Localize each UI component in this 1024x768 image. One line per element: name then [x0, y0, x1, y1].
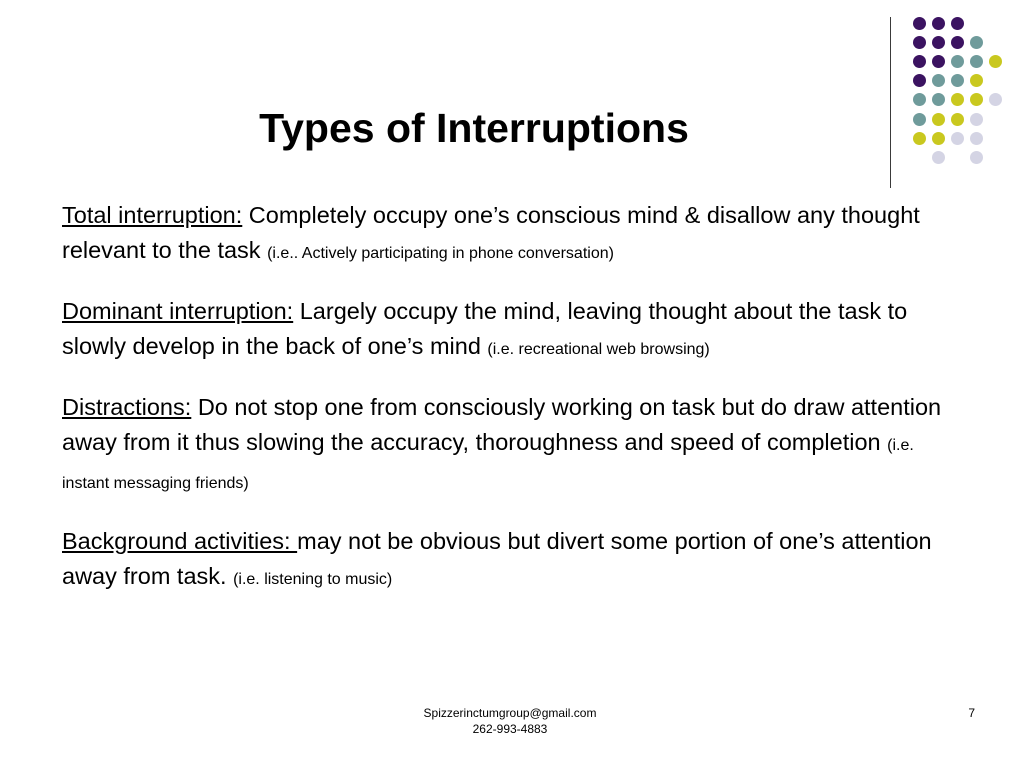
slide-body	[62, 198, 962, 620]
decorative-dot	[932, 17, 945, 30]
decorative-dot	[989, 55, 1002, 68]
term-description: Completely occupy one’s conscious mind & disallow any thought relevant to the task	[62, 202, 920, 263]
decorative-dot	[970, 93, 983, 106]
decorative-dot	[932, 74, 945, 87]
decorative-dot	[913, 36, 926, 49]
decorative-dot	[913, 74, 926, 87]
term-example: (i.e.. Actively participating in phone conversation)	[267, 245, 614, 262]
page-number: 7	[968, 706, 975, 720]
decorative-dot	[913, 55, 926, 68]
decorative-dot	[951, 74, 964, 87]
decorative-dot	[932, 55, 945, 68]
decorative-dot	[951, 132, 964, 145]
term-label: Distractions:	[62, 394, 192, 420]
decorative-dot	[932, 36, 945, 49]
decorative-dot	[913, 17, 926, 30]
decorative-dot	[951, 113, 964, 126]
term-label: Background activities:	[62, 528, 298, 554]
decorative-dot	[970, 74, 983, 87]
term-example: (i.e. instant messaging friends)	[62, 437, 914, 492]
list-item-distractions	[62, 390, 962, 501]
footer-email: Spizzerinctumgroup@gmail.com	[423, 706, 597, 720]
decorative-dot	[951, 36, 964, 49]
term-example: (i.e. recreational web browsing)	[487, 341, 710, 358]
decorative-dot	[951, 17, 964, 30]
term-description: may not be obvious but divert some portion of one’s attention away from task.	[62, 528, 932, 589]
term-description: Largely occupy the mind, leaving thought about the task to slowly develop in the back of one’s mind	[62, 298, 908, 359]
decorative-dot	[951, 93, 964, 106]
decorative-dot	[951, 55, 964, 68]
slide-footer	[340, 705, 680, 737]
term-example: (i.e. listening to music)	[233, 571, 393, 588]
list-item-background-activities	[62, 524, 962, 597]
slide-title: Types of Interruptions	[259, 105, 689, 151]
list-item-total-interruption	[62, 198, 962, 271]
decorative-dot	[970, 132, 983, 145]
decorative-dot	[970, 113, 983, 126]
footer-phone: 262-993-4883	[472, 722, 548, 736]
decorative-dot	[970, 55, 983, 68]
term-label: Total interruption:	[62, 202, 243, 228]
decorative-dot	[970, 36, 983, 49]
list-item-dominant-interruption	[62, 294, 962, 367]
term-label: Dominant interruption:	[62, 298, 294, 324]
term-description: Do not stop one from consciously working on task but do draw attention away from it thus slowing the accuracy, thoroughness and speed of completion	[62, 394, 942, 455]
decorative-dot	[970, 151, 983, 164]
decorative-dot	[989, 93, 1002, 106]
